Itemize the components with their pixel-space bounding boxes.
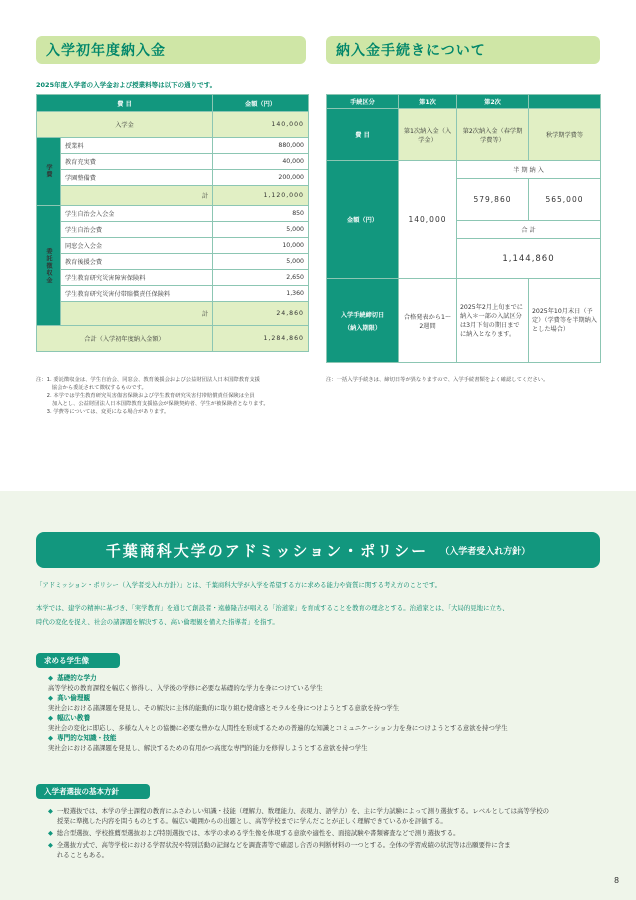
diamond-bullet-icon: ◆ [48,829,53,837]
student-item-heading [48,733,618,743]
policy-banner [36,532,600,568]
fee-row-value: 10,000 [213,238,309,254]
deadline-label-line: 入学手続締切日 [340,311,385,319]
fee-row-value: 5,000 [213,222,309,238]
note-line: 2. 本学では学生教育研究災害傷害保険および学生教育研究災害付帯賠償責任保険は全員 [36,393,255,399]
category-commission: 委託徴収金 [37,206,61,326]
half-term-label: 半 期 納 入 [457,161,601,179]
admission-fee-label: 入学金 [37,112,213,138]
fee-row-value: 850 [213,206,309,222]
commission-subtotal-label: 計 [61,302,213,326]
student-item-heading-text: 専門的な知識・技能 [57,734,117,742]
second-payment-item-spring: 第2次納入金（春学期学費等） [457,109,529,161]
policy-item [48,840,608,860]
payment-procedure-table [326,94,600,363]
second-deadline-spring: 2025年2月上旬までに納入＊一部の入試区分は3月下旬の期日までに納入となります。 [457,279,529,363]
total-label: 合 計 [457,221,601,239]
student-profile-tag: 求める学生像 [36,653,120,668]
philosophy-line: 本学では、建学の精神に基づき、「実学教育」を通じて創設者・遠藤隆吉が唱える「治道家」を育成することを教育の理念とする。治道家とは、「大局的見地に立ち、 [36,604,509,612]
first-payment-item: 第1次納入金（入学金） [399,109,457,161]
first-deadline: 合格発表から1～2週間 [399,279,457,363]
deadline-label-line: （納入期限） [343,324,382,332]
diamond-bullet-icon: ◆ [48,841,53,849]
fee-row-value: 40,000 [213,154,309,170]
fee-row-value: 2,650 [213,270,309,286]
diamond-bullet-icon: ◆ [48,674,54,682]
policy-philosophy [36,603,616,627]
fee-row-value: 1,360 [213,286,309,302]
policy-item [48,806,608,826]
note-line: 3. 学費等については、変更になる場合があります。 [36,409,170,415]
fee-row-label: 学生教育研究災害障害保険料 [61,270,213,286]
second-payment-item-autumn: 秋学期学費等 [529,109,601,161]
fee-notes [36,376,316,416]
philosophy-line: 時代の変化を捉え、社会の諸課題を解決する、高い倫理観を備えた指導者」を指す。 [36,618,279,626]
procedure-note: 注：一括入学手続きは、締切日等が異なりますので、入学手続書類をよく確認してください。 [326,377,549,383]
fee-row-label: 同窓会入会金 [61,238,213,254]
col-header-blank [529,95,601,109]
student-item-heading-text: 基礎的な学力 [57,674,97,682]
fee-row-label: 教育後援会費 [61,254,213,270]
col-header-kubun: 手続区分 [327,95,399,109]
policy-item-line: 授業に準拠した内容を問うものとする。幅広い範囲からの出題とし、高等学校までに学んだことが正しく理解できているかを評価する。 [56,817,447,825]
tuition-subtotal-label: 計 [61,186,213,206]
first-amount: 140,000 [399,161,457,279]
student-item-heading [48,693,618,703]
row-label-amount: 金額（円） [327,161,399,279]
col-header-item: 費 目 [37,95,213,112]
tuition-subtotal-value: 1,120,000 [213,186,309,206]
grand-total-value: 1,284,860 [213,326,309,352]
policy-subtitle: （入学者受入れ方針） [440,546,531,557]
note-line: 注：1. 委託徴収金は、学生自治会、同窓会、教育後援会および公益財団法人日本国際教育支援 [36,377,260,383]
diamond-bullet-icon: ◆ [48,694,54,702]
selection-policy-tag: 入学者選抜の基本方針 [36,784,150,799]
student-item-heading [48,713,618,723]
commission-subtotal-value: 24,860 [213,302,309,326]
student-profile-list [48,673,618,753]
diamond-bullet-icon: ◆ [48,714,54,722]
fee-row-value: 5,000 [213,254,309,270]
student-item-body: 実社会における諸課題を発見し、その解決に主体的能動的に取り組む使命感とモラルを身につけようとする意欲を持つ学生 [48,704,400,712]
policy-item-line: れることもある。 [56,851,109,859]
student-item-body: 高等学校の教育課程を幅広く修得し、入学後の学修に必要な基礎的な学力を身につけている学生 [48,684,323,692]
fee-row-label: 学生自治会費 [61,222,213,238]
policy-item [48,828,608,838]
policy-item-line: 全選抜方式で、高等学校における学習状況や特別活動の記録などを調査書等で確認し合否の判断材料の一つとする。全体の学習成績の状況等は出願要件に含ま [56,841,511,849]
student-item-body: 実社会の変化に即応し、多様な人々との協働に必要な豊かな人間性を形成するための普遍的な知識とコミュニケーション力を身につけようとする意欲を持つ学生 [48,724,508,732]
row-label-himoku: 費 目 [327,109,399,161]
admission-fee-value: 140,000 [213,112,309,138]
admission-fee-table [36,94,308,352]
row-label-deadline [327,279,399,363]
policy-item-line: 一般選抜では、本学の学士課程の教育にふさわしい知識・技能（理解力、数理能力、表現力、語学力）を、主に学力試験によって測り選抜する。レベルとしては高等学校の [56,807,549,815]
student-item-heading-text: 高い倫理観 [57,694,91,702]
policy-title: 千葉商科大学のアドミッション・ポリシー [105,541,429,560]
fee-row-label: 教育充実費 [61,154,213,170]
selection-policy-list [48,806,608,860]
fee-row-value: 880,000 [213,138,309,154]
note-line: 協会から委託されて徴収するものです。 [36,385,147,391]
fee-row-label: 学園整備費 [61,170,213,186]
second-amount-spring: 579,860 [457,179,529,221]
col-header-amount: 金額（円） [213,95,309,112]
policy-item-line: 総合型選抜、学校推薦型選抜および特別選抜では、本学の求める学生像を体現する意欲や適性を、面接試験や書類審査などで測り選抜する。 [56,829,460,837]
fee-row-value: 200,000 [213,170,309,186]
category-tuition: 学費 [37,138,61,206]
fee-row-label: 授業料 [61,138,213,154]
student-item-body: 実社会における諸課題を発見し、解決するための有用かつ高度な専門的能力を修得しようとする意欲を持つ学生 [48,744,368,752]
policy-definition: 「アドミッション・ポリシー（入学者受入れ方針）」とは、千葉商科大学が入学を希望する方に求める能力や資質に関する考え方のことです。 [36,581,442,589]
col-header-first: 第1次 [399,95,457,109]
student-item-heading [48,673,618,683]
col-header-second: 第2次 [457,95,529,109]
fee-row-label: 学生教育研究災害付帯賠償責任保険料 [61,286,213,302]
total-value: 1,144,860 [457,239,601,279]
fee-row-label: 学生自治会入会金 [61,206,213,222]
second-amount-autumn: 565,000 [529,179,601,221]
page-number: 8 [614,876,620,885]
section-heading-payment-procedure: 納入金手続きについて [326,36,600,64]
note-line: 加入とし、公益財団法人日本国際教育支援協会が保険契約者、学生が被保険者となります。 [36,401,269,407]
diamond-bullet-icon: ◆ [48,807,53,815]
fee-intro-text: 2025年度入学者の入学金および授業料等は以下の通りです。 [36,81,217,89]
second-deadline-autumn: 2025年10月末日（予定）（学費等を半期納入とした場合） [529,279,601,363]
diamond-bullet-icon: ◆ [48,734,54,742]
student-item-heading-text: 幅広い教養 [57,714,91,722]
grand-total-label: 合計（入学初年度納入金額） [37,326,213,352]
section-heading-admission-fees: 入学初年度納入金 [36,36,306,64]
